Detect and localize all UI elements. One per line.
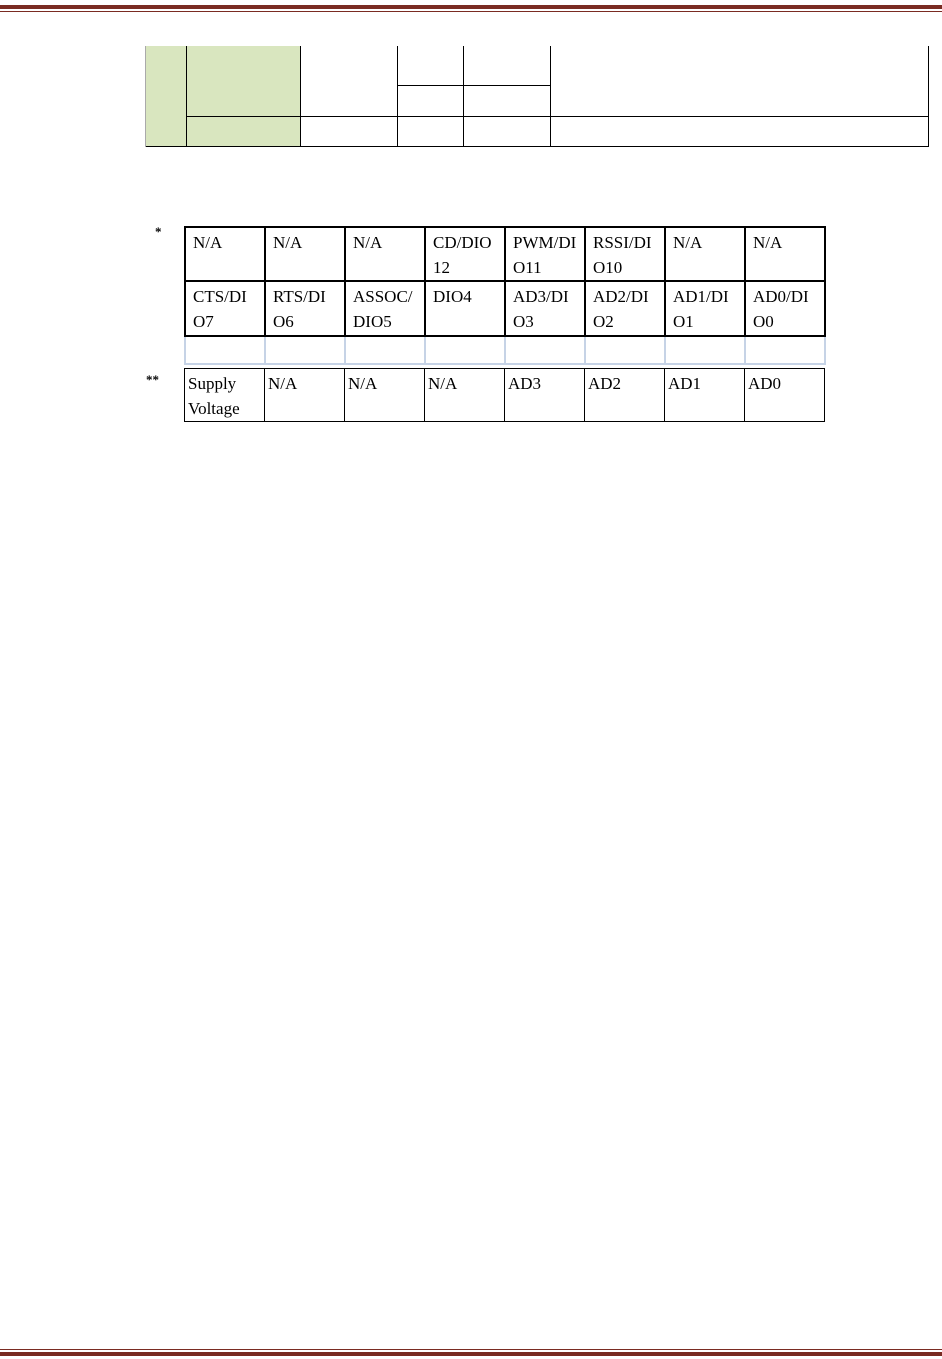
table-cell: N/A [345, 369, 425, 422]
table-cell [665, 336, 745, 364]
table-row [185, 336, 825, 364]
table-cell [505, 336, 585, 364]
previous-table-fragment [145, 46, 929, 147]
table-cell: AD3/DI O3 [505, 281, 585, 336]
green-cell-lower [187, 117, 300, 147]
table-cell: AD0/DI O0 [745, 281, 825, 336]
table-cell: N/A [265, 369, 345, 422]
table-row [185, 369, 825, 422]
table-cell [265, 336, 345, 364]
table-cell: N/A [185, 227, 265, 281]
table-cell: AD1/DI O1 [665, 281, 745, 336]
table-cell [745, 336, 825, 364]
green-cell-upper [187, 46, 300, 116]
table-cell: N/A [425, 369, 505, 422]
table-row [185, 281, 825, 336]
table-cell: DIO4 [425, 281, 505, 336]
table-cell [345, 336, 425, 364]
green-cell-left [145, 46, 186, 147]
header-rule-thin [0, 11, 942, 12]
table-cell [425, 336, 505, 364]
table-cell: AD1 [665, 369, 745, 422]
table-cell: RSSI/DI O10 [585, 227, 665, 281]
table-cell: N/A [345, 227, 425, 281]
table-row [185, 227, 825, 281]
pin-config-table [184, 226, 826, 365]
table-cell: AD2/DI O2 [585, 281, 665, 336]
table-cell: Supply Voltage [185, 369, 265, 422]
table-cell: AD0 [745, 369, 825, 422]
analog-input-table [184, 368, 825, 422]
header-rule [0, 5, 942, 9]
footer-rule-thin [0, 1349, 942, 1350]
table-cell [185, 336, 265, 364]
footnote-marker-single: * [155, 224, 162, 239]
table-cell: AD2 [585, 369, 665, 422]
table-cell: ASSOC/ DIO5 [345, 281, 425, 336]
table-cell: N/A [665, 227, 745, 281]
footer-rule [0, 1352, 942, 1356]
table-cell: N/A [745, 227, 825, 281]
table-cell: N/A [265, 227, 345, 281]
footnote-marker-double: ** [146, 372, 159, 387]
table-cell: CTS/DI O7 [185, 281, 265, 336]
table-cell: RTS/DI O6 [265, 281, 345, 336]
table-cell: PWM/DI O11 [505, 227, 585, 281]
table-cell [585, 336, 665, 364]
table-cell: CD/DIO 12 [425, 227, 505, 281]
table-cell: AD3 [505, 369, 585, 422]
